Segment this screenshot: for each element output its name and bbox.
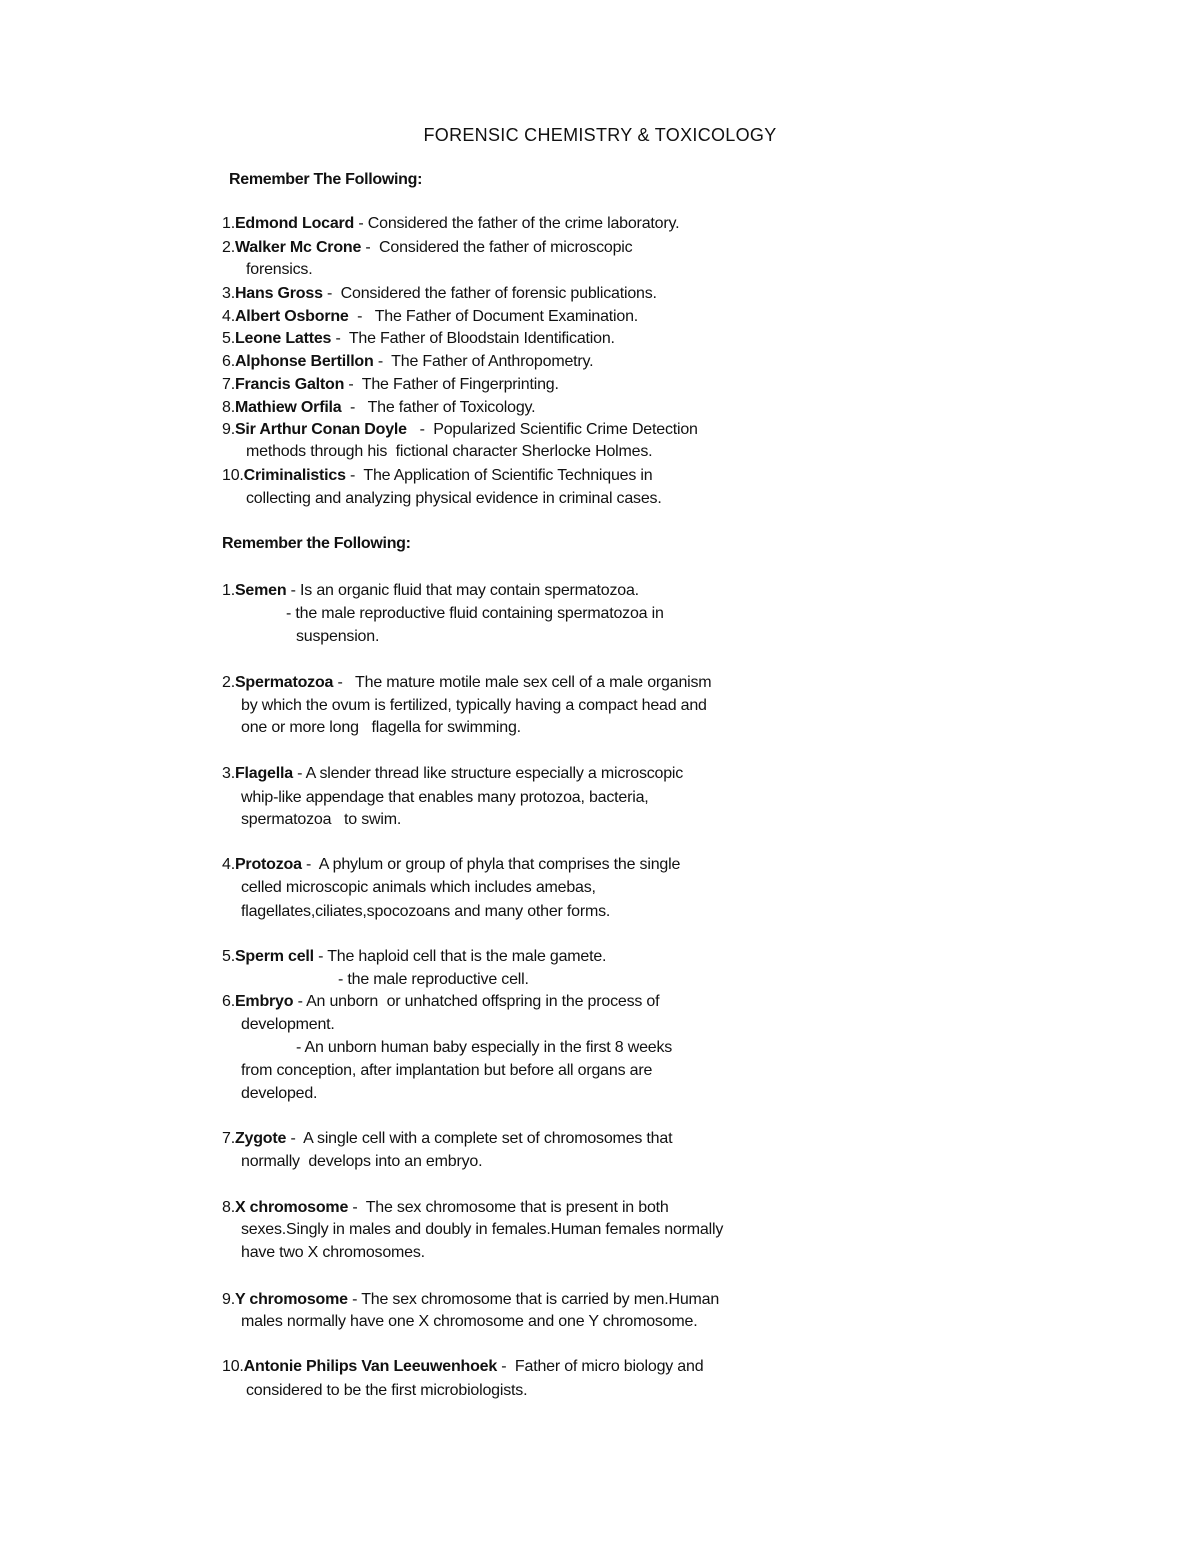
section2-line-13 [222,947,606,967]
section2-line-27 [222,1357,703,1377]
section2-line-15 [222,992,659,1012]
item-text: one or more long flagella for swimming. [241,719,521,736]
item-text: sexes.Singly in males and doubly in females.Human females normally [241,1221,724,1238]
section2-line-10 [222,855,680,875]
item-text: by which the ovum is fertilized, typically having a compact head and [241,697,707,714]
item-number: 4. [222,856,235,873]
section2-line-8 [241,788,649,808]
section2-line-11 [241,878,596,898]
item-term: Embryo [234,993,294,1010]
item-text: - The Father of Document Examination. [348,308,639,325]
section1-heading: Remember The Following: [229,171,423,188]
section1-line-5 [222,307,638,327]
item-text: - The sex chromosome that is carried by men.Human [347,1291,720,1308]
section1-line-9 [222,398,535,418]
item-number: 1. [222,582,235,599]
section2-line-6 [241,718,521,738]
item-term: Albert Osborne [234,308,349,325]
item-term: Zygote [234,1130,287,1147]
item-text: whip-like appendage that enables many protozoa, bacteria, [241,789,649,806]
section2-line-3 [296,627,379,647]
item-text: - Considered the father of forensic publications. [322,285,657,302]
item-term: Semen [234,582,287,599]
item-text: - A single cell with a complete set of chromosomes that [286,1130,673,1147]
section2-line-2 [286,604,664,624]
item-term: Y chromosome [234,1291,348,1308]
item-term: Protozoa [234,856,302,873]
section1-line-3 [246,260,312,280]
item-text: - Father of micro biology and [497,1358,704,1375]
item-text: - Popularized Scientific Crime Detection [406,421,698,438]
section2-line-14 [338,970,529,990]
item-term: Mathiew Orfila [234,399,342,416]
section1-line-13 [246,489,662,509]
section1-line-7 [222,352,593,372]
section2-heading: Remember the Following: [222,535,411,552]
section1-line-4 [222,284,657,304]
item-number: 7. [222,376,235,393]
section2-line-7 [222,764,683,784]
section1-line-10 [222,420,698,440]
section2-line-19 [241,1084,317,1104]
item-term: Sir Arthur Conan Doyle [234,421,407,438]
section2-line-26 [241,1312,698,1332]
section2-line-23 [241,1220,723,1240]
item-term: Sperm cell [234,948,314,965]
item-text: celled microscopic animals which includes amebas, [241,879,596,896]
item-text: - The Father of Fingerprinting. [344,376,559,393]
section2-line-1 [222,581,639,601]
section1-line-1 [222,214,679,234]
section2-line-16 [241,1015,335,1035]
item-term: Criminalistics [243,467,346,484]
item-number: 6. [222,353,235,370]
item-number: 1. [222,215,235,232]
item-text: have two X chromosomes. [241,1244,425,1261]
section2-line-20 [222,1129,672,1149]
item-number: 5. [222,330,235,347]
item-number: 6. [222,993,235,1010]
section1-line-6 [222,329,615,349]
item-text: - the male reproductive cell. [338,971,529,988]
item-number: 3. [222,765,235,782]
item-term: Francis Galton [234,376,345,393]
item-term: X chromosome [234,1199,349,1216]
item-text: - The mature motile male sex cell of a male organism [333,674,712,691]
item-number: 10. [222,1358,244,1375]
item-number: 9. [222,421,235,438]
item-number: 8. [222,1199,235,1216]
item-term: Edmond Locard [234,215,355,232]
item-text: - An unborn human baby especially in the first 8 weeks [296,1039,673,1056]
item-text: - A phylum or group of phyla that comprises the single [301,856,681,873]
item-number: 4. [222,308,235,325]
item-number: 3. [222,285,235,302]
item-text: - The Application of Scientific Techniques in [345,467,653,484]
item-number: 9. [222,1291,235,1308]
section2-line-12 [241,902,610,922]
item-text: - Considered the father of the crime laboratory. [354,215,680,232]
item-text: - the male reproductive fluid containing spermatozoa in [286,605,664,622]
item-text: - The father of Toxicology. [341,399,536,416]
item-text: - A slender thread like structure especially a microscopic [292,765,684,782]
item-term: Leone Lattes [234,330,332,347]
item-term: Flagella [234,765,293,782]
item-text: - The Father of Anthropometry. [373,353,594,370]
item-number: 2. [222,239,235,256]
page-title: FORENSIC CHEMISTRY & TOXICOLOGY [423,125,777,145]
section2-line-18 [241,1061,652,1081]
section2-line-9 [241,810,401,830]
item-text: considered to be the first microbiologists. [246,1382,528,1399]
item-text: flagellates,ciliates,spocozoans and many other forms. [241,903,611,920]
item-number: 8. [222,399,235,416]
item-number: 7. [222,1130,235,1147]
item-text: development. [241,1016,335,1033]
item-number: 10. [222,467,244,484]
item-number: 2. [222,674,235,691]
section2-line-25 [222,1290,719,1310]
item-term: Walker Mc Crone [234,239,362,256]
section1-line-11 [246,442,652,462]
item-term: Spermatozoa [234,674,334,691]
section2-line-21 [241,1152,482,1172]
section1-line-8 [222,375,559,395]
section2-line-22 [222,1198,669,1218]
item-text: developed. [241,1085,318,1102]
item-text: spermatozoa to swim. [241,811,402,828]
item-text: methods through his fictional character Sherlocke Holmes. [246,443,653,460]
item-text: forensics. [246,261,313,278]
item-text: - The Father of Bloodstain Identification. [331,330,615,347]
item-text: normally develops into an embryo. [241,1153,483,1170]
item-text: - Is an organic fluid that may contain spermatozoa. [286,582,639,599]
section2-line-5 [241,696,707,716]
item-text: collecting and analyzing physical evidence in criminal cases. [246,490,662,507]
item-term: Hans Gross [234,285,323,302]
item-term: Alphonse Bertillon [234,353,374,370]
section2-line-17 [296,1038,672,1058]
item-text: males normally have one X chromosome and one Y chromosome. [241,1313,698,1330]
item-text: - Considered the father of microscopic [361,239,633,256]
item-text: - The haploid cell that is the male gamete. [313,948,607,965]
item-number: 5. [222,948,235,965]
section1-line-2 [222,238,632,258]
item-text: - An unborn or unhatched offspring in the process of [293,993,660,1010]
section2-line-28 [246,1381,527,1401]
section2-line-4 [222,673,711,693]
section1-line-12 [222,466,652,486]
item-term: Antonie Philips Van Leeuwenhoek [243,1358,498,1375]
section2-line-24 [241,1243,425,1263]
item-text: from conception, after implantation but before all organs are [241,1062,653,1079]
item-text: - The sex chromosome that is present in both [348,1199,669,1216]
item-text: suspension. [296,628,380,645]
